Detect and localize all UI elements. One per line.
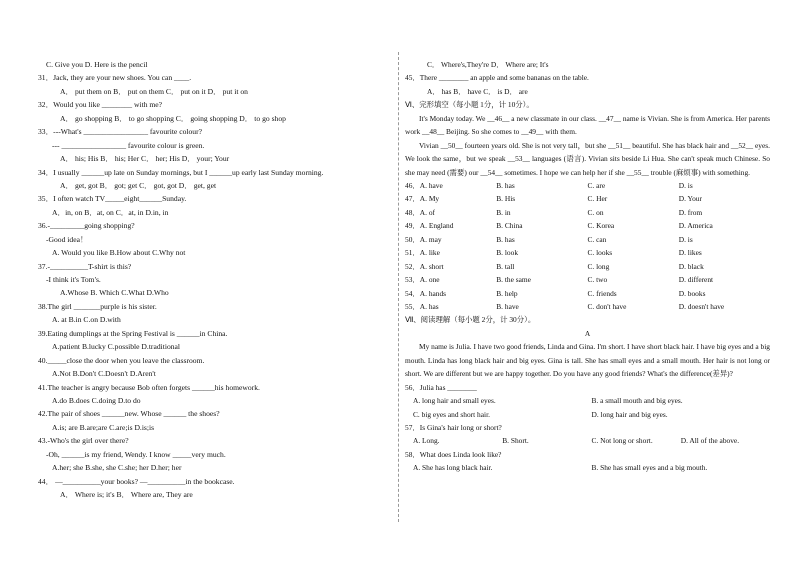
cloze-option: B. China xyxy=(496,221,523,231)
cloze-option: 48．A. of xyxy=(405,207,435,217)
cloze-option: B. the same xyxy=(496,275,531,285)
left-line: 32．Would you like ________ with me? xyxy=(38,100,163,110)
q58-options xyxy=(405,461,770,474)
reading-section-header: Ⅶ、阅读理解（每小题 2分，计 30分）。 xyxy=(405,315,536,325)
cloze-option: D. likes xyxy=(678,248,702,258)
left-line: A.her; she B.she, she C.she; her D.her; her xyxy=(52,463,182,473)
cloze-option: 54．A. hands xyxy=(405,288,447,298)
right-line: Ⅵ、完形填空（每小题 1分，计 10分）。 xyxy=(405,100,534,110)
left-line: 33．---What's _________________ favourite colour? xyxy=(38,127,202,137)
cloze-option-row xyxy=(405,179,770,192)
left-line: 39.Eating dumplings at the Spring Festival is ______in China. xyxy=(38,328,228,338)
question-58: 58．What does Linda look like? xyxy=(405,449,502,459)
q57-options xyxy=(405,434,770,447)
q56-options-2 xyxy=(405,408,770,421)
reading-passage: My name is Julia. I have two good friends, Linda and Gina. I'm short. I have short black hair. I have big eyes and a big mouth. Linda has long black hair and big eyes. Gina is tall. She has small eyes and a small mouth. Her hair is not long or short. We are different but we are happy together. Do you have any good friends? What's the difference(差异)? xyxy=(405,342,770,379)
q56-option-d: D. long hair and big eyes. xyxy=(591,409,668,419)
q57-option-b: B. Short. xyxy=(502,436,529,446)
cloze-option: C. Her xyxy=(587,194,608,204)
cloze-option: D. doesn't have xyxy=(678,301,725,311)
cloze-option: D. Your xyxy=(678,194,702,204)
cloze-option: C. friends xyxy=(587,288,617,298)
cloze-option: 46．A. have xyxy=(405,181,443,191)
left-line: 37.-__________T-shirt is this? xyxy=(38,261,132,271)
left-line: A．in, on B．at, on C．at, in D.in, in xyxy=(52,207,169,217)
left-line: 36.-_________going shopping? xyxy=(38,221,135,231)
left-line: -Good idea！ xyxy=(46,234,88,244)
left-line: 42.The pair of shoes ______new. Whose ______ the shoes? xyxy=(38,409,220,419)
cloze-option: B. has xyxy=(496,181,515,191)
left-line: 44． —__________your books? —__________in the bookcase. xyxy=(38,476,235,486)
q57-option-d: D. All of the above. xyxy=(680,436,740,446)
cloze-option: B. help xyxy=(496,288,518,298)
left-line: C. Give you D. Here is the pencil xyxy=(46,60,148,69)
left-line: -I think it's Tom's. xyxy=(46,275,101,284)
cloze-option-row xyxy=(405,260,770,273)
left-line: 31．Jack, they are your new shoes. You can ____. xyxy=(38,73,192,83)
left-line: 40._____close the door when you leave the classroom. xyxy=(38,355,205,365)
left-line: A.do B.does C.doing D.to do xyxy=(52,395,141,405)
q57-option-a: A. Long. xyxy=(413,436,440,446)
cloze-option-row xyxy=(405,233,770,246)
cloze-option: B. His xyxy=(496,194,516,204)
left-line: A. at B.in C.on D.with xyxy=(52,315,121,325)
right-line: 45．There ________ an apple and some bananas on the table. xyxy=(405,73,589,83)
cloze-option-row xyxy=(405,192,770,205)
left-line: 34．I usually ______up late on Sunday mornings, but I ______up early last Sunday morning. xyxy=(38,167,324,177)
cloze-option: B. has xyxy=(496,234,515,244)
cloze-option: D. different xyxy=(678,275,714,285)
left-column xyxy=(38,58,388,501)
left-line: 35．I often watch TV_____eight______Sunday. xyxy=(38,194,187,204)
cloze-option: B. in xyxy=(496,207,511,217)
cloze-option-row xyxy=(405,219,770,232)
left-line: A.Whose B. Which C.What D.Who xyxy=(60,288,169,298)
left-line: A． his; His B． his; Her C． her; His D． your; Your xyxy=(60,154,230,164)
cloze-option: D. is xyxy=(678,234,693,244)
right-line: C． Where's,They're D． Where are; It's xyxy=(427,60,549,69)
cloze-option: D. from xyxy=(678,207,703,217)
column-divider xyxy=(398,52,399,522)
question-56: 56．Julia has ________ xyxy=(405,382,477,392)
cloze-options xyxy=(405,179,770,313)
left-line: A.is; are B.are;are C.are;is D.is;is xyxy=(52,422,155,432)
q57-option-c: C. Not long or short. xyxy=(591,436,653,446)
left-line: A． Where is; it's B． Where are, They are xyxy=(60,490,193,499)
cloze-option: B. have xyxy=(496,301,519,311)
cloze-option: 47．A. My xyxy=(405,194,440,204)
left-line: A. Would you like B.How about C.Why not xyxy=(52,248,186,258)
cloze-option: D. books xyxy=(678,288,706,298)
left-line: A． go shopping B． to go shopping C． going shopping D． to go shop xyxy=(60,113,286,123)
cloze-option-row xyxy=(405,206,770,219)
cloze-option-row xyxy=(405,273,770,286)
cloze-option: C. don't have xyxy=(587,301,627,311)
cloze-option: 52．A. short xyxy=(405,261,444,271)
cloze-option: C. two xyxy=(587,275,608,285)
right-column xyxy=(405,58,770,475)
cloze-option: B. look xyxy=(496,248,519,258)
left-line: --- _________________ favourite colour is green. xyxy=(52,140,205,150)
cloze-option: C. are xyxy=(587,181,606,191)
left-line: A． put them on B． put on them C． put on it D． put it on xyxy=(60,86,248,96)
question-57: 57．Is Gina's hair long or short? xyxy=(405,422,502,432)
cloze-option: C. looks xyxy=(587,248,613,258)
left-line: A． get, got B． got; get C． got, got D． get, get xyxy=(60,180,217,190)
cloze-option: C. on xyxy=(587,207,604,217)
left-line: 43.-Who's the girl over there? xyxy=(38,436,129,446)
right-top-questions xyxy=(405,58,770,112)
right-line: A． has B． have C． is D． are xyxy=(427,86,528,96)
cloze-passage-2: Vivian __50__ fourteen years old. She is not very tall，but she __51__ beautiful. She has black hair and __52__ eyes. We look the same，but we speak __53__ languages (语言). Vivian sits beside Li Hua. She can't speak much Chinese. So she may need (需要) our __54__ sometimes. I hope we can help her if she __55__ trouble (麻烦事) with something. xyxy=(405,140,770,177)
cloze-option: 50．A. may xyxy=(405,234,442,244)
cloze-option: 49．A. England xyxy=(405,221,454,231)
left-line: 41.The teacher is angry because Bob often forgets ______his homework. xyxy=(38,382,260,392)
cloze-option-row xyxy=(405,300,770,313)
q56-option-b: B. a small mouth and big eyes. xyxy=(591,396,683,406)
cloze-option: C. long xyxy=(587,261,610,271)
cloze-option: B. tall xyxy=(496,261,515,271)
cloze-option: C. can xyxy=(587,234,607,244)
cloze-option-row xyxy=(405,287,770,300)
cloze-option: D. America xyxy=(678,221,713,231)
q56-options-1 xyxy=(405,394,770,407)
left-line: A.patient B.lucky C.possible D.traditional xyxy=(52,342,181,352)
cloze-option: 55．A. has xyxy=(405,301,439,311)
left-line: A.Not B.Don't C.Doesn't D.Aren't xyxy=(52,369,156,379)
cloze-option: 51．A. like xyxy=(405,248,440,258)
left-line: 38.The girl _______purple is his sister. xyxy=(38,301,157,311)
cloze-option: D. is xyxy=(678,181,693,191)
q58-option-b: B. She has small eyes and a big mouth. xyxy=(591,463,708,473)
left-line: -Oh, ______is my friend, Wendy. I know _____very much. xyxy=(46,449,226,459)
cloze-option: D. black xyxy=(678,261,704,271)
cloze-option: 53．A. one xyxy=(405,275,440,285)
q56-option-c: C. big eyes and short hair. xyxy=(413,409,490,419)
passage-label: A xyxy=(584,328,591,338)
cloze-option: C. Korea xyxy=(587,221,615,231)
cloze-passage-1: It's Monday today. We __46__ a new classmate in our class. __47__ name is Vivian. She is from America. Her parents work __48__ Beijing. So she comes to __49__ with them. xyxy=(405,113,770,137)
q58-option-a: A. She has long black hair. xyxy=(413,463,493,473)
cloze-option-row xyxy=(405,246,770,259)
q56-option-a: A. long hair and small eyes. xyxy=(413,396,496,406)
